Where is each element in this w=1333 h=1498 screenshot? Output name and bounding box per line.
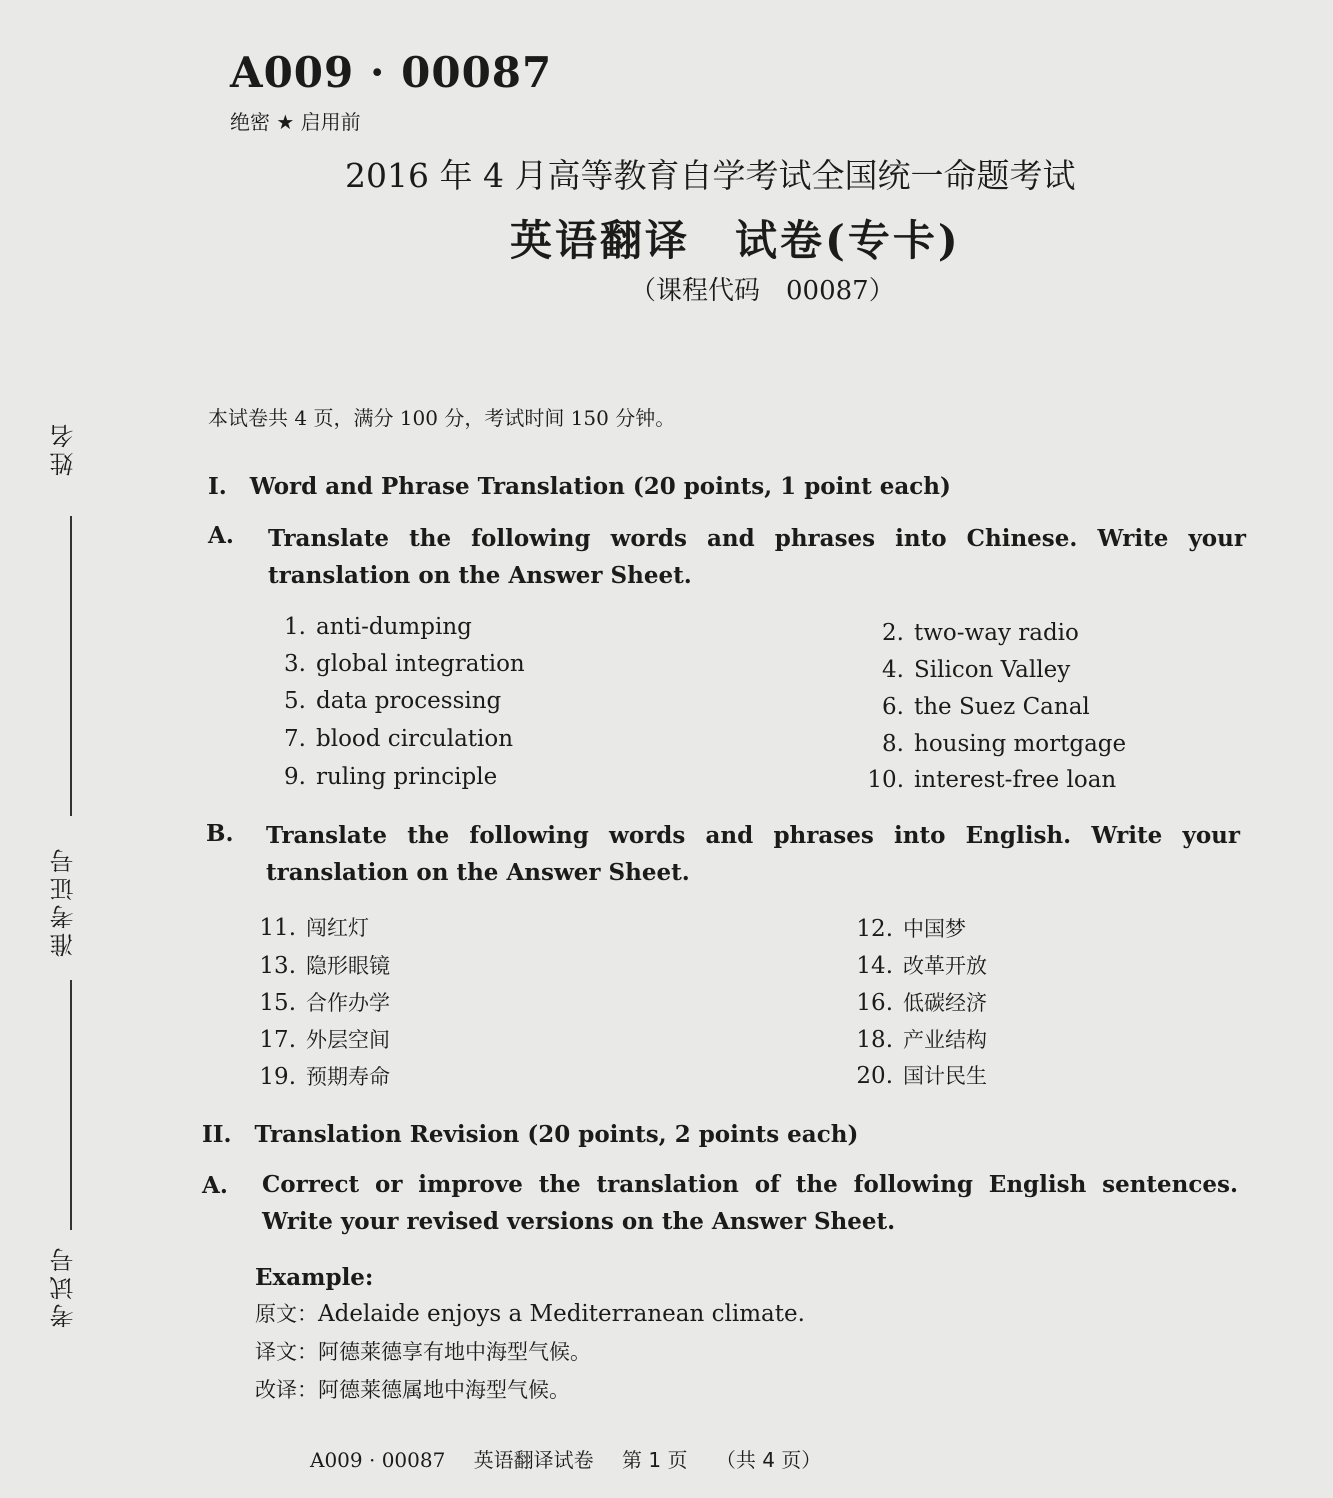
phrase-item: 11. 闯红灯 [259, 915, 369, 941]
section-b-instruction: Translate the following words and phrases into English. Write your [266, 822, 1240, 849]
part-2-section-a-instruction-cont: Write your revised versions on the Answer Sheet. [262, 1208, 896, 1235]
exam-title: 2016 年 4 月高等教育自学考试全国统一命题考试 [345, 156, 1076, 195]
part-2-section-a-instruction: Correct or improve the translation of the following English sentences. [262, 1171, 1238, 1198]
part-1-heading: I. Word and Phrase Translation (20 points, 1 point each) [208, 473, 951, 500]
example-original: 原文：Adelaide enjoys a Mediterranean climate. [255, 1301, 805, 1327]
admission-number-label: 准考证号 [50, 845, 78, 957]
footer-code: A009 · 00087 [310, 1448, 446, 1472]
paper-code: A009 · 00087 [230, 48, 553, 97]
phrase-item: 20. 国计民生 [856, 1063, 987, 1089]
exam-number-label: 考试号 [50, 1244, 78, 1328]
phrase-item: 15. 合作办学 [259, 990, 390, 1016]
course-code: （课程代码 00087） [630, 276, 895, 306]
part-2-section-a-label: A. [202, 1172, 228, 1199]
word-item: 6. the Suez Canal [882, 694, 1090, 720]
word-item: 9. ruling principle [284, 764, 498, 790]
paper-intro: 本试卷共 4 页，满分 100 分，考试时间 150 分钟。 [208, 406, 676, 430]
word-item: 7. blood circulation [284, 726, 514, 752]
footer-page-number: 第 1 页 [622, 1448, 688, 1472]
phrase-item: 18. 产业结构 [856, 1027, 987, 1053]
phrase-item: 14. 改革开放 [856, 953, 987, 979]
section-b-label: B. [206, 820, 234, 847]
part-2-heading: II. Translation Revision (20 points, 2 points each) [202, 1121, 859, 1148]
phrase-item: 19. 预期寿命 [259, 1064, 390, 1090]
section-b-instruction-cont: translation on the Answer Sheet. [266, 859, 690, 886]
name-line [70, 516, 72, 816]
section-a-instruction: Translate the following words and phrases into Chinese. Write your [268, 525, 1246, 552]
phrase-item: 12. 中国梦 [856, 916, 966, 942]
phrase-item: 16. 低碳经济 [856, 990, 987, 1016]
example-heading: Example: [255, 1264, 374, 1291]
phrase-item: 13. 隐形眼镜 [259, 953, 390, 979]
word-item: 2. two-way radio [882, 620, 1079, 646]
subject-title: 英语翻译 试卷(专卡) [510, 216, 961, 265]
word-item: 4. Silicon Valley [882, 657, 1071, 683]
word-item: 5. data processing [284, 688, 502, 714]
word-item: 3. global integration [284, 651, 525, 677]
example-revision: 改译：阿德莱德属地中海型气候。 [255, 1378, 570, 1402]
admission-number-line [70, 980, 72, 1230]
section-a-instruction-cont: translation on the Answer Sheet. [268, 562, 692, 589]
example-translation: 译文：阿德莱德享有地中海型气候。 [255, 1340, 591, 1364]
footer-total-pages: （共 4 页） [715, 1448, 822, 1472]
name-label: 姓名 [50, 420, 78, 476]
page-footer [310, 1444, 843, 1473]
confidential-mark: 绝密 ★ 启用前 [230, 110, 361, 134]
word-item: 8. housing mortgage [882, 731, 1127, 757]
word-item: 1. anti-dumping [284, 614, 472, 640]
section-a-label: A. [208, 522, 234, 549]
footer-title: 英语翻译试卷 [473, 1448, 594, 1472]
word-item: 10. interest-free loan [867, 767, 1117, 793]
phrase-item: 17. 外层空间 [259, 1027, 390, 1053]
